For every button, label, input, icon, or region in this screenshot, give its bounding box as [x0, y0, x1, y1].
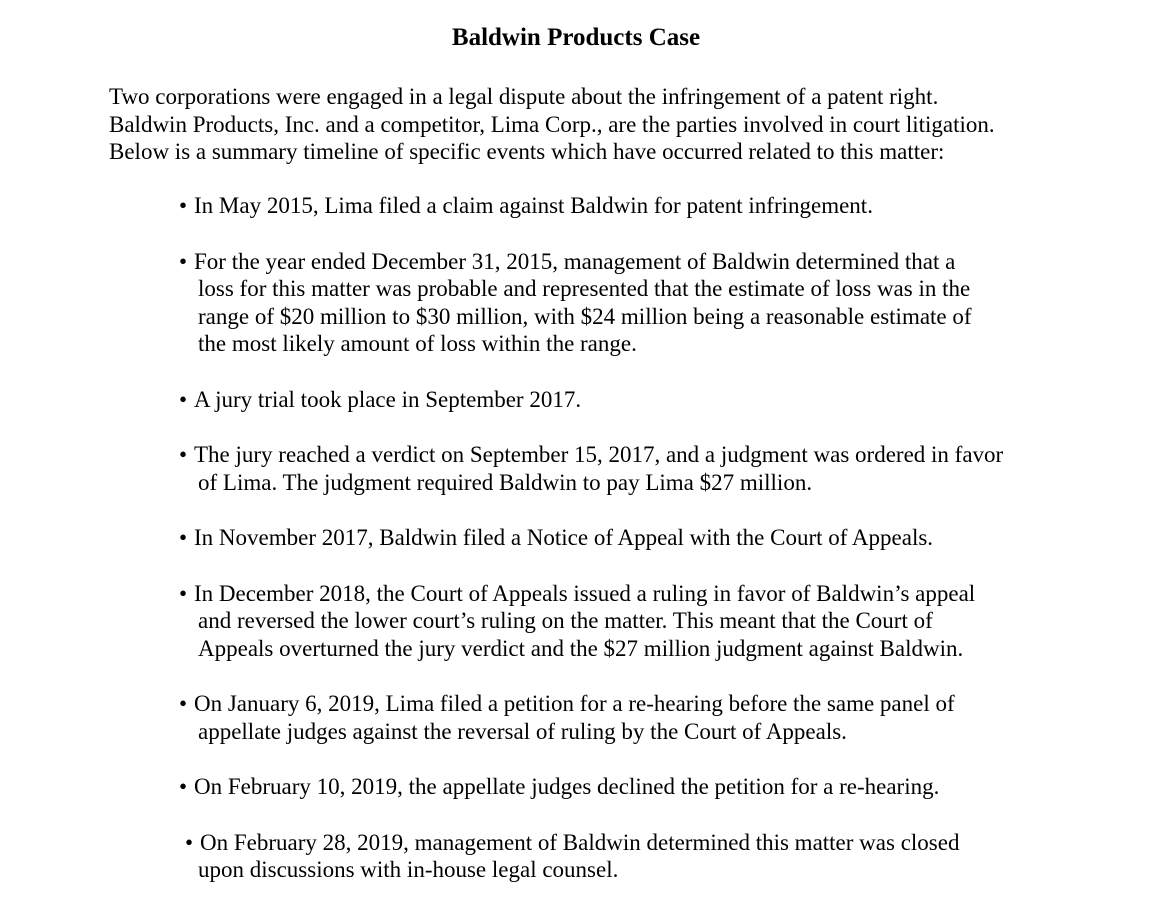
event-text: upon discussions with in-house legal counsel.: [198, 857, 619, 882]
event-text: On February 28, 2019, management of Baldwin determined this matter was closed: [200, 829, 960, 855]
document-title: Baldwin Products Case: [451, 24, 701, 51]
event-text: loss for this matter was probable and represented that the estimate of loss was in the: [198, 276, 971, 301]
timeline-event: [179, 773, 1139, 801]
event-text: In December 2018, the Court of Appeals issued a ruling in favor of Baldwin’s appeal: [194, 580, 976, 606]
bullet-icon: •: [179, 774, 188, 799]
timeline-event: [179, 441, 1139, 496]
event-text: range of $20 million to $30 million, with $24 million being a reasonable estimate of: [198, 303, 972, 329]
event-text: In November 2017, Baldwin filed a Notice of Appeal with the Court of Appeals.: [194, 525, 934, 550]
bullet-icon: •: [179, 525, 188, 550]
timeline-event: [179, 248, 1139, 358]
intro-paragraph: [109, 83, 1109, 166]
bullet-icon: •: [179, 691, 188, 716]
event-text: On February 10, 2019, the appellate judges declined the petition for a re-hearing.: [194, 774, 940, 799]
event-text: A jury trial took place in September 2017.: [194, 386, 582, 412]
bullet-icon: •: [179, 442, 188, 467]
event-text: For the year ended December 31, 2015, management of Baldwin determined that a: [194, 248, 956, 274]
timeline-event: [179, 192, 1139, 220]
event-text: On January 6, 2019, Lima filed a petition for a re-hearing before the same panel of: [194, 691, 955, 716]
event-text: appellate judges against the reversal of ruling by the Court of Appeals.: [198, 718, 847, 744]
event-text: of Lima. The judgment required Baldwin to pay Lima $27 million.: [198, 469, 813, 495]
bullet-icon: •: [179, 248, 188, 274]
bullet-icon: •: [179, 580, 188, 606]
timeline-event: [179, 524, 1139, 552]
bullet-icon: •: [179, 386, 188, 412]
event-text: In May 2015, Lima filed a claim against Baldwin for patent infringement.: [194, 193, 873, 218]
timeline-event: [179, 386, 1139, 414]
bullet-icon: •: [179, 193, 188, 218]
intro-line: Baldwin Products, Inc. and a competitor, Lima Corp., are the parties involved in court litigation.: [109, 111, 995, 137]
event-timeline: [179, 192, 1139, 912]
timeline-event: [179, 580, 1139, 663]
timeline-event: [185, 829, 1145, 884]
event-text: and reversed the lower court’s ruling on the matter. This meant that the Court of: [198, 608, 933, 633]
event-text: Appeals overturned the jury verdict and the $27 million judgment against Baldwin.: [198, 635, 964, 661]
timeline-event: [179, 690, 1139, 745]
intro-line: Below is a summary timeline of specific events which have occurred related to this matter:: [109, 139, 945, 164]
intro-line: Two corporations were engaged in a legal dispute about the infringement of a patent right.: [109, 84, 939, 109]
bullet-icon: •: [185, 829, 194, 855]
event-text: The jury reached a verdict on September 15, 2017, and a judgment was ordered in favor: [194, 442, 1004, 467]
event-text: the most likely amount of loss within the range.: [198, 331, 637, 356]
